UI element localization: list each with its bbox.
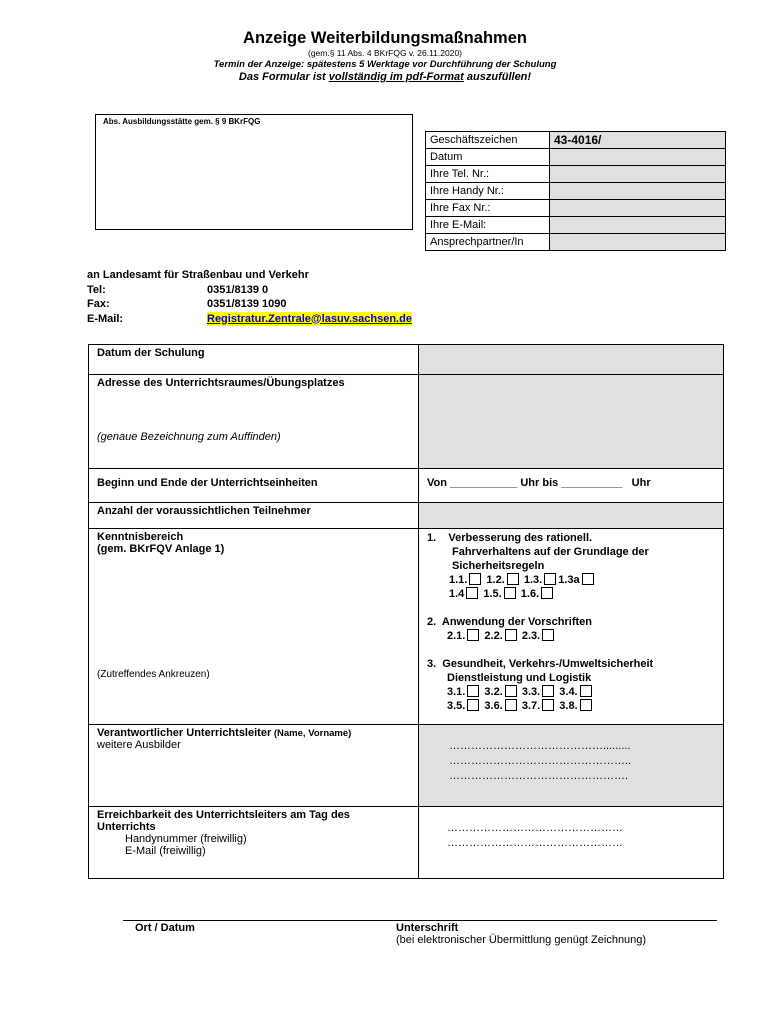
checkbox-1-5[interactable]	[504, 587, 516, 599]
reference-row: Geschäftszeichen 43-4016/	[426, 132, 726, 149]
checkbox-3-2[interactable]	[505, 685, 517, 697]
legal-reference: (gem.§ 11 Abs. 4 BKrFQG v. 26.11.2020)	[307, 48, 463, 58]
reference-value-field[interactable]: 43-4016/	[550, 132, 726, 149]
reachability-field[interactable]: ………………………………………… …………………………………………	[419, 806, 723, 878]
checkbox-2-3[interactable]	[542, 629, 554, 641]
email-link[interactable]: Registratur.Zentrale@lasuv.sachsen.de	[207, 312, 412, 325]
checkbox-1-3a[interactable]	[582, 573, 594, 585]
reference-row: Ihre Tel. Nr.:	[426, 166, 726, 183]
training-date-label: Datum der Schulung	[89, 345, 419, 374]
checkbox-1-6[interactable]	[541, 587, 553, 599]
reference-row: Ihre Handy Nr.:	[426, 183, 726, 200]
address-field[interactable]	[419, 374, 723, 468]
checkbox-3-8[interactable]	[580, 699, 592, 711]
reference-row: Ihre Fax Nr.:	[426, 200, 726, 217]
participants-label: Anzahl der voraussichtlichen Teilnehmer	[89, 502, 419, 528]
reachability-cell: Erreichbarkeit des Unterrichtsleiters am Tag des Unterrichts Handynummer (freiwillig) E-Mail (freiwillig)	[89, 806, 419, 878]
signature-block: Unterschrift (bei elektronischer Übermittlung genügt Zeichnung)	[396, 922, 647, 946]
sender-box-label: Abs. Ausbildungsstätte gem. § 9 BKrFQG	[103, 117, 261, 126]
checkbox-3-4[interactable]	[580, 685, 592, 697]
checkbox-3-7[interactable]	[542, 699, 554, 711]
training-form-table	[88, 344, 724, 879]
phone-field[interactable]	[550, 166, 726, 183]
checkbox-2-2[interactable]	[505, 629, 517, 641]
address-label: Adresse des Unterrichtsraumes/Übungsplatzes	[97, 377, 345, 389]
deadline-note: Termin der Anzeige: spätestens 5 Werktage vor Durchführung der Schulung	[213, 59, 557, 70]
checkbox-1-4[interactable]	[466, 587, 478, 599]
contact-person-field[interactable]	[550, 234, 726, 251]
time-label: Beginn und Ende der Unterrichtseinheiten	[89, 468, 419, 502]
leader-cell: Verantwortlicher Unterrichtsleiter (Name, Vorname) weitere Ausbilder	[89, 724, 419, 806]
form-title: Anzeige Weiterbildungsmaßnahmen	[243, 29, 527, 47]
checkbox-3-3[interactable]	[542, 685, 554, 697]
checkbox-2-1[interactable]	[467, 629, 479, 641]
signature-line	[123, 920, 717, 921]
knowledge-cell: Kenntnisbereich (gem. BKrFQV Anlage 1) (Zutreffendes Ankreuzen)	[89, 528, 419, 724]
mobile-field[interactable]	[550, 183, 726, 200]
reference-row: Datum	[426, 149, 726, 166]
reference-row: Ansprechpartner/In	[426, 234, 726, 251]
reference-row: Ihre E-Mail:	[426, 217, 726, 234]
training-date-field[interactable]	[419, 345, 723, 374]
leader-field[interactable]: ……………………………………......... ………………………………………….. ………………………………………….	[419, 724, 723, 806]
checkbox-1-3[interactable]	[544, 573, 556, 585]
knowledge-options: 1. Verbesserung des rationell. Fahrverhaltens auf der Grundlage der Sicherheitsregeln 1.1. 1.2. 1.3. 1.3a 1.4 1.5. 1.6. 2. Anwendung der Vorschriften 2.1. 2.2. 2.3. 3. Gesundheit, Verkehrs-/Umweltsicherheit Dienstleistung und Logistik 3.1. 3.2. 3.3. 3.4. 3.5. 3.6. 3.7. 3.8.	[419, 528, 723, 724]
reference-table	[425, 131, 726, 251]
date-field[interactable]	[550, 149, 726, 166]
instruction-note: Das Formular ist vollständig im pdf-Format auszufüllen!	[238, 71, 532, 83]
time-field[interactable]: Von ___________ Uhr bis __________ Uhr	[419, 468, 723, 502]
knowledge-hint: (Zutreffendes Ankreuzen)	[97, 669, 210, 680]
email-field[interactable]	[550, 217, 726, 234]
checkbox-1-1[interactable]	[469, 573, 481, 585]
fax-field[interactable]	[550, 200, 726, 217]
checkbox-3-1[interactable]	[467, 685, 479, 697]
sender-address-box[interactable]	[95, 114, 413, 230]
participants-field[interactable]	[419, 502, 723, 528]
address-hint: (genaue Bezeichnung zum Auffinden)	[97, 431, 281, 443]
checkbox-3-5[interactable]	[467, 699, 479, 711]
trainers-label: weitere Ausbilder	[97, 739, 181, 751]
recipient-address: an Landesamt für Straßenbau und Verkehr Tel: 0351/8139 0 Fax: 0351/8139 1090 E-Mail: Registratur.Zentrale@lasuv.sachsen.de	[87, 269, 412, 325]
checkbox-3-6[interactable]	[505, 699, 517, 711]
address-cell	[89, 374, 419, 468]
place-date-label: Ort / Datum	[135, 922, 195, 934]
checkbox-1-2[interactable]	[507, 573, 519, 585]
